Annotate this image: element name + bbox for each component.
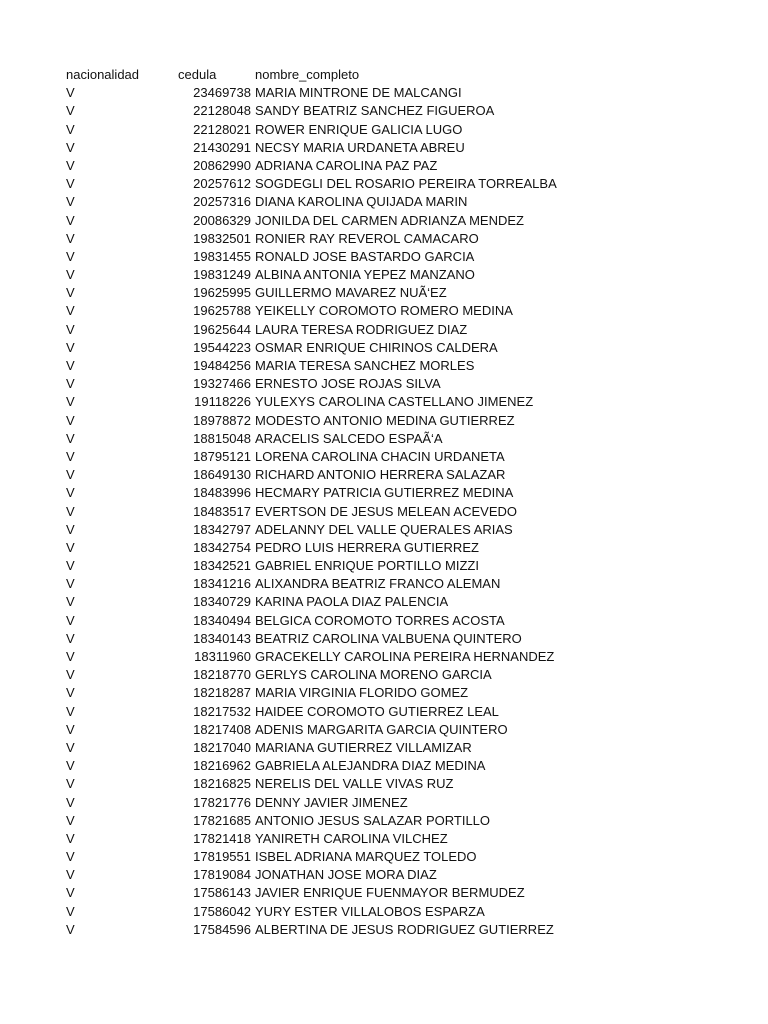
cell-nacionalidad: V: [66, 85, 75, 101]
cell-cedula: 23469738: [193, 85, 251, 101]
cell-cedula: 18217532: [193, 703, 251, 719]
cell-cedula: 18216825: [193, 776, 251, 792]
table-row: [66, 848, 626, 866]
cell-cedula: 19484256: [193, 358, 251, 373]
cell-nombre-completo: ARACELIS SALCEDO ESPAÃ‘A: [255, 430, 443, 446]
table-row: [66, 721, 626, 739]
cell-nacionalidad: V: [66, 739, 75, 755]
cell-cedula: 20257612: [193, 176, 251, 192]
cell-cedula: 18217408: [193, 721, 251, 737]
table-row: [66, 739, 626, 757]
cell-nombre-completo: KARINA PAOLA DIAZ PALENCIA: [255, 594, 449, 610]
cell-nacionalidad: V: [66, 758, 75, 774]
table-row: [66, 321, 626, 339]
cell-nombre-completo: BELGICA COROMOTO TORRES ACOSTA: [255, 612, 505, 628]
cell-nacionalidad: V: [66, 467, 75, 483]
cell-nacionalidad: V: [66, 212, 75, 228]
cell-cedula: 17586143: [193, 885, 251, 901]
cell-nacionalidad: V: [66, 157, 75, 173]
cell-nacionalidad: V: [66, 721, 75, 737]
cell-cedula: 18340494: [193, 612, 251, 628]
table-row: [66, 630, 626, 648]
cell-nacionalidad: V: [66, 503, 75, 519]
table-row: [66, 393, 626, 411]
cell-cedula: 18342797: [193, 521, 251, 537]
header-cedula: cedula: [178, 67, 217, 82]
cell-nombre-completo: ALBERTINA DE JESUS RODRIGUEZ GUTIERREZ: [255, 921, 554, 937]
table-row: [66, 539, 626, 557]
cell-nombre-completo: ERNESTO JOSE ROJAS SILVA: [255, 376, 441, 392]
table-row: [66, 666, 626, 684]
table-row: [66, 684, 626, 702]
cell-nombre-completo: GERLYS CAROLINA MORENO GARCIA: [255, 667, 492, 683]
cell-cedula: 19831249: [193, 267, 251, 283]
table-row: [66, 230, 626, 248]
table-row: [66, 212, 626, 230]
cell-cedula: 19625644: [193, 321, 251, 337]
table-row: [66, 903, 626, 921]
table-row: [66, 648, 626, 666]
table-row: [66, 884, 626, 902]
cell-nombre-completo: DENNY JAVIER JIMENEZ: [255, 794, 408, 810]
cell-cedula: 18340729: [193, 594, 251, 610]
table-row: [66, 557, 626, 575]
cell-nacionalidad: V: [66, 521, 75, 537]
cell-cedula: 18217040: [193, 739, 251, 755]
cell-cedula: 20257316: [193, 194, 251, 210]
table-row: [66, 193, 626, 211]
table-row: [66, 775, 626, 793]
table-row: [66, 175, 626, 193]
cell-nacionalidad: V: [66, 903, 75, 919]
cell-nombre-completo: MARIA VIRGINIA FLORIDO GOMEZ: [255, 685, 469, 701]
cell-cedula: 17821685: [193, 812, 251, 828]
cell-cedula: 18815048: [193, 430, 251, 446]
data-table: [66, 66, 626, 939]
header-nacionalidad: nacionalidad: [66, 67, 140, 82]
cell-nacionalidad: V: [66, 103, 75, 119]
cell-cedula: 18978872: [193, 412, 251, 428]
cell-nombre-completo: PEDRO LUIS HERRERA GUTIERREZ: [255, 539, 479, 555]
cell-nombre-completo: ADENIS MARGARITA GARCIA QUINTERO: [255, 721, 508, 737]
cell-nombre-completo: ALBINA ANTONIA YEPEZ MANZANO: [255, 267, 475, 283]
cell-nombre-completo: DIANA KAROLINA QUIJADA MARIN: [255, 194, 468, 210]
cell-nacionalidad: V: [66, 685, 75, 701]
cell-cedula: 19118226: [194, 394, 251, 410]
table-row: [66, 284, 626, 302]
cell-nombre-completo: GABRIEL ENRIQUE PORTILLO MIZZI: [255, 558, 479, 574]
cell-nombre-completo: SANDY BEATRIZ SANCHEZ FIGUEROA: [255, 103, 495, 119]
cell-nacionalidad: V: [66, 230, 75, 246]
cell-cedula: 17821418: [193, 830, 251, 846]
cell-nacionalidad: V: [66, 630, 75, 646]
cell-nacionalidad: V: [66, 303, 75, 319]
cell-cedula: 19625995: [193, 285, 251, 301]
table-row: [66, 575, 626, 593]
cell-nombre-completo: ALIXANDRA BEATRIZ FRANCO ALEMAN: [255, 576, 501, 592]
cell-nacionalidad: V: [66, 139, 75, 155]
table-row: [66, 794, 626, 812]
table-row: [66, 921, 626, 939]
table-row: [66, 302, 626, 320]
cell-nombre-completo: MARIA MINTRONE DE MALCANGI: [255, 85, 462, 101]
cell-nombre-completo: ISBEL ADRIANA MARQUEZ TOLEDO: [255, 849, 477, 865]
cell-nacionalidad: V: [66, 921, 75, 937]
cell-nombre-completo: EVERTSON DE JESUS MELEAN ACEVEDO: [255, 503, 517, 519]
cell-nombre-completo: HECMARY PATRICIA GUTIERREZ MEDINA: [255, 485, 514, 501]
cell-nacionalidad: V: [66, 430, 75, 446]
cell-nacionalidad: V: [66, 121, 75, 137]
cell-nacionalidad: V: [66, 649, 75, 664]
cell-nombre-completo: RONIER RAY REVEROL CAMACARO: [255, 230, 479, 246]
cell-cedula: 19625788: [193, 303, 251, 319]
cell-nombre-completo: MARIANA GUTIERREZ VILLAMIZAR: [255, 739, 472, 755]
cell-cedula: 22128021: [193, 121, 251, 137]
cell-nombre-completo: JAVIER ENRIQUE FUENMAYOR BERMUDEZ: [255, 885, 525, 901]
cell-nacionalidad: V: [66, 830, 75, 846]
table-row: [66, 866, 626, 884]
cell-nacionalidad: V: [66, 558, 75, 574]
table-row: [66, 157, 626, 175]
cell-cedula: 19327466: [193, 376, 251, 392]
table-row: [66, 612, 626, 630]
table-row: [66, 484, 626, 502]
cell-cedula: 20086329: [193, 212, 251, 228]
cell-nacionalidad: V: [66, 594, 75, 610]
table-row: [66, 466, 626, 484]
table-header-row: [66, 66, 626, 84]
cell-cedula: 18483517: [193, 503, 251, 519]
cell-cedula: 18218287: [193, 685, 251, 701]
cell-nombre-completo: YANIRETH CAROLINA VILCHEZ: [255, 830, 448, 846]
cell-cedula: 17819551: [193, 849, 251, 865]
table-row: [66, 121, 626, 139]
cell-nacionalidad: V: [66, 321, 75, 337]
cell-nombre-completo: NERELIS DEL VALLE VIVAS RUZ: [255, 776, 454, 792]
cell-cedula: 18342754: [193, 539, 251, 555]
cell-cedula: 19831455: [193, 248, 251, 264]
cell-nacionalidad: V: [66, 376, 75, 392]
cell-cedula: 17586042: [193, 903, 251, 919]
table-row: [66, 830, 626, 848]
cell-nombre-completo: RICHARD ANTONIO HERRERA SALAZAR: [255, 467, 506, 483]
table-row: [66, 703, 626, 721]
table-row: [66, 812, 626, 830]
table-row: [66, 448, 626, 466]
cell-nacionalidad: V: [66, 285, 75, 301]
cell-cedula: 18216962: [193, 758, 251, 774]
cell-nombre-completo: JONATHAN JOSE MORA DIAZ: [255, 867, 437, 883]
table-row: [66, 139, 626, 157]
cell-cedula: 17584596: [193, 921, 251, 937]
table-row: [66, 521, 626, 539]
cell-nombre-completo: LORENA CAROLINA CHACIN URDANETA: [255, 448, 505, 464]
cell-nacionalidad: V: [66, 812, 75, 828]
table-row: [66, 430, 626, 448]
cell-nombre-completo: YURY ESTER VILLALOBOS ESPARZA: [255, 903, 485, 919]
cell-nombre-completo: ADRIANA CAROLINA PAZ PAZ: [255, 157, 438, 173]
table-row: [66, 339, 626, 357]
table-row: [66, 102, 626, 120]
cell-nacionalidad: V: [66, 394, 75, 410]
cell-cedula: 17821776: [193, 794, 251, 810]
cell-nacionalidad: V: [66, 358, 75, 373]
table-body: [66, 84, 626, 939]
table-row: [66, 503, 626, 521]
cell-nombre-completo: GABRIELA ALEJANDRA DIAZ MEDINA: [255, 758, 486, 774]
table-row: [66, 357, 626, 375]
cell-nacionalidad: V: [66, 194, 75, 210]
cell-nombre-completo: SOGDEGLI DEL ROSARIO PEREIRA TORREALBA: [255, 176, 557, 192]
cell-nacionalidad: V: [66, 267, 75, 283]
cell-cedula: 18311960: [194, 649, 251, 664]
cell-nombre-completo: MODESTO ANTONIO MEDINA GUTIERREZ: [255, 412, 515, 428]
cell-nacionalidad: V: [66, 776, 75, 792]
cell-nombre-completo: GUILLERMO MAVAREZ NUÃ‘EZ: [255, 285, 447, 301]
cell-cedula: 18340143: [193, 630, 251, 646]
cell-cedula: 20862990: [193, 157, 251, 173]
cell-nacionalidad: V: [66, 703, 75, 719]
table-row: [66, 757, 626, 775]
cell-nacionalidad: V: [66, 448, 75, 464]
cell-nombre-completo: ANTONIO JESUS SALAZAR PORTILLO: [255, 812, 491, 828]
cell-cedula: 22128048: [193, 103, 251, 119]
cell-cedula: 18795121: [193, 448, 251, 464]
cell-nombre-completo: ROWER ENRIQUE GALICIA LUGO: [255, 121, 463, 137]
cell-nacionalidad: V: [66, 794, 75, 810]
cell-nacionalidad: V: [66, 539, 75, 555]
cell-cedula: 18342521: [193, 558, 251, 574]
cell-nacionalidad: V: [66, 885, 75, 901]
cell-nacionalidad: V: [66, 576, 75, 592]
table-row: [66, 266, 626, 284]
cell-nacionalidad: V: [66, 867, 75, 883]
table-row: [66, 375, 626, 393]
cell-cedula: 18649130: [193, 467, 251, 483]
cell-nombre-completo: BEATRIZ CAROLINA VALBUENA QUINTERO: [255, 630, 522, 646]
cell-cedula: 18483996: [193, 485, 251, 501]
cell-nacionalidad: V: [66, 849, 75, 865]
cell-cedula: 17819084: [193, 867, 251, 883]
cell-nombre-completo: OSMAR ENRIQUE CHIRINOS CALDERA: [255, 339, 498, 355]
cell-cedula: 21430291: [193, 139, 251, 155]
cell-nombre-completo: RONALD JOSE BASTARDO GARCIA: [255, 248, 475, 264]
cell-nacionalidad: V: [66, 339, 75, 355]
cell-cedula: 18341216: [193, 576, 251, 592]
table-row: [66, 412, 626, 430]
cell-cedula: 19832501: [193, 230, 251, 246]
cell-nombre-completo: JONILDA DEL CARMEN ADRIANZA MENDEZ: [255, 212, 524, 228]
cell-cedula: 19544223: [193, 339, 251, 355]
table-row: [66, 593, 626, 611]
cell-cedula: 18218770: [193, 667, 251, 683]
cell-nacionalidad: V: [66, 248, 75, 264]
cell-nombre-completo: HAIDEE COROMOTO GUTIERREZ LEAL: [255, 703, 499, 719]
cell-nombre-completo: NECSY MARIA URDANETA ABREU: [255, 139, 465, 155]
table-row: [66, 84, 626, 102]
cell-nombre-completo: GRACEKELLY CAROLINA PEREIRA HERNANDEZ: [255, 649, 555, 664]
cell-nombre-completo: YULEXYS CAROLINA CASTELLANO JIMENEZ: [255, 394, 534, 410]
cell-nacionalidad: V: [66, 612, 75, 628]
cell-nombre-completo: MARIA TERESA SANCHEZ MORLES: [255, 358, 475, 373]
cell-nombre-completo: YEIKELLY COROMOTO ROMERO MEDINA: [255, 303, 513, 319]
cell-nombre-completo: LAURA TERESA RODRIGUEZ DIAZ: [255, 321, 468, 337]
header-nombre-completo: nombre_completo: [255, 67, 360, 82]
cell-nacionalidad: V: [66, 176, 75, 192]
cell-nombre-completo: ADELANNY DEL VALLE QUERALES ARIAS: [255, 521, 513, 537]
table-row: [66, 248, 626, 266]
cell-nacionalidad: V: [66, 485, 75, 501]
cell-nacionalidad: V: [66, 412, 75, 428]
cell-nacionalidad: V: [66, 667, 75, 683]
